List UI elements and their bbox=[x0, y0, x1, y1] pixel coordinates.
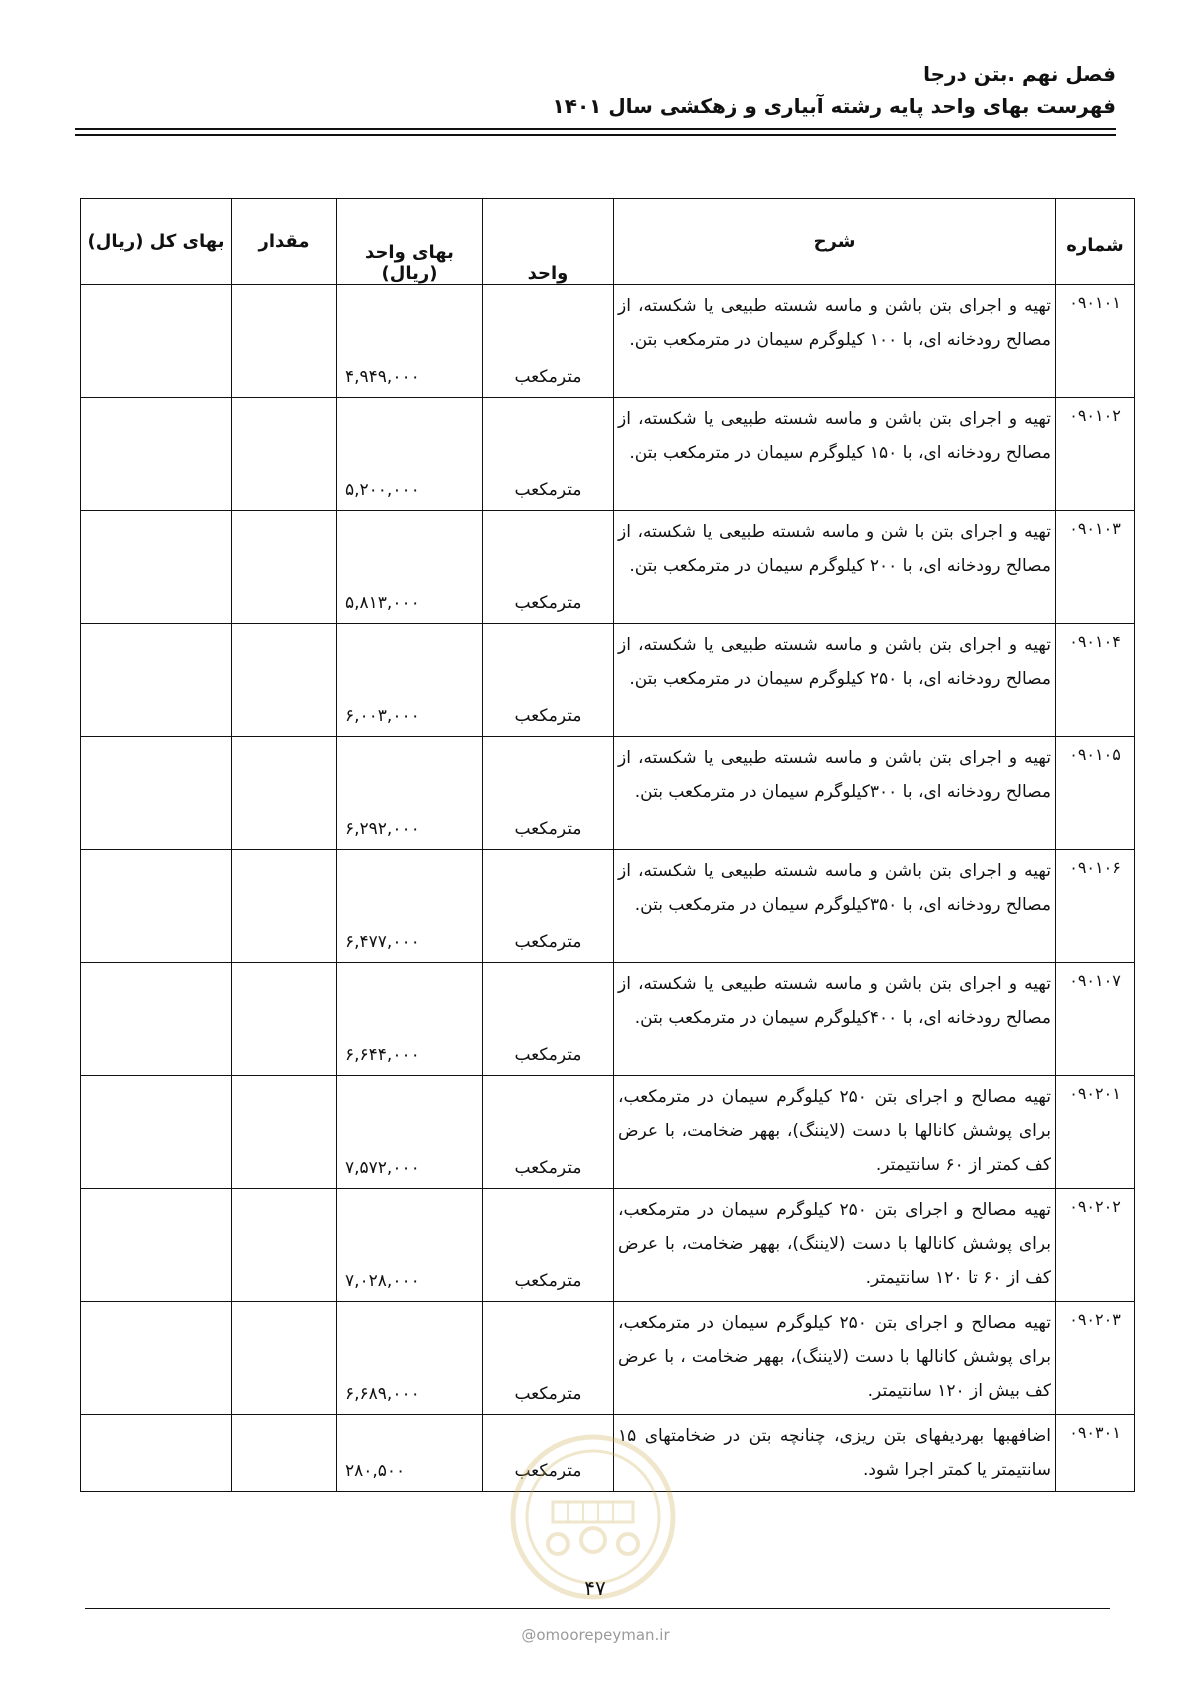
item-code: ۰۹۰۲۰۳ bbox=[1056, 1302, 1135, 1415]
item-unit-price: ۵,۲۰۰,۰۰۰ bbox=[337, 398, 483, 511]
table-row bbox=[81, 850, 1135, 963]
table-row bbox=[81, 285, 1135, 398]
item-unit-price: ۶,۰۰۳,۰۰۰ bbox=[337, 624, 483, 737]
item-total bbox=[81, 285, 232, 398]
item-description: تهیه و اجرای بتن با شن و ماسه شسته طبیعی یا شکسته، از مصالح رودخانه ای، با ۲۰۰ کیلوگرم سیمان در مترمکعب بتن. bbox=[614, 511, 1056, 624]
item-description: تهیه و اجرای بتن باشن و ماسه شسته طبیعی یا شکسته، از مصالح رودخانه ای، با ۲۵۰ کیلوگرم سیمان در مترمکعب بتن. bbox=[614, 624, 1056, 737]
item-quantity bbox=[232, 963, 337, 1076]
item-unit: مترمکعب bbox=[483, 624, 614, 737]
item-code: ۰۹۰۱۰۶ bbox=[1056, 850, 1135, 963]
table-header-row bbox=[81, 199, 1135, 285]
col-header-total: بهای کل (ریال) bbox=[81, 199, 232, 285]
page-number: ۴۷ bbox=[584, 1576, 606, 1600]
table-row bbox=[81, 1076, 1135, 1189]
item-total bbox=[81, 1189, 232, 1302]
item-unit-price: ۶,۶۴۴,۰۰۰ bbox=[337, 963, 483, 1076]
document-subtitle: فهرست بهای واحد پایه رشته آبیاری و زهکشی سال ۱۴۰۱ bbox=[552, 94, 1116, 118]
item-description: تهیه مصالح و اجرای بتن ۲۵۰ کیلوگرم سیمان در مترمکعب، برای پوشش کانالها با دست (لایننگ)، بههر ضخامت، با عرض کف کمتر از ۶۰ سانتیمتر. bbox=[614, 1076, 1056, 1189]
item-total bbox=[81, 850, 232, 963]
item-unit: مترمکعب bbox=[483, 285, 614, 398]
col-header-unit-price-currency: (ریال) bbox=[381, 263, 438, 284]
item-total bbox=[81, 398, 232, 511]
item-unit-price: ۶,۶۸۹,۰۰۰ bbox=[337, 1302, 483, 1415]
item-total bbox=[81, 1415, 232, 1492]
item-quantity bbox=[232, 850, 337, 963]
header-rule-top bbox=[75, 128, 1116, 130]
item-total bbox=[81, 737, 232, 850]
item-total bbox=[81, 1076, 232, 1189]
item-description: تهیه مصالح و اجرای بتن ۲۵۰ کیلوگرم سیمان در مترمکعب، برای پوشش کانالها با دست (لایننگ)، بههر ضخامت ، با عرض کف بیش از ۱۲۰ سانتیمتر. bbox=[614, 1302, 1056, 1415]
item-code: ۰۹۰۲۰۲ bbox=[1056, 1189, 1135, 1302]
item-code: ۰۹۰۱۰۲ bbox=[1056, 398, 1135, 511]
item-total bbox=[81, 624, 232, 737]
item-unit-price: ۴,۹۴۹,۰۰۰ bbox=[337, 285, 483, 398]
chapter-title: فصل نهم .بتن درجا bbox=[923, 62, 1116, 86]
item-description: تهیه و اجرای بتن باشن و ماسه شسته طبیعی یا شکسته، از مصالح رودخانه ای، با ۳۰۰کیلوگرم سیمان در مترمکعب بتن. bbox=[614, 737, 1056, 850]
page-header bbox=[66, 58, 1116, 122]
item-unit: مترمکعب bbox=[483, 1189, 614, 1302]
item-unit-price: ۵,۸۱۳,۰۰۰ bbox=[337, 511, 483, 624]
col-header-quantity: مقدار bbox=[232, 199, 337, 285]
item-unit: مترمکعب bbox=[483, 737, 614, 850]
item-code: ۰۹۰۱۰۱ bbox=[1056, 285, 1135, 398]
item-unit-price: ۷,۵۷۲,۰۰۰ bbox=[337, 1076, 483, 1189]
item-code: ۰۹۰۳۰۱ bbox=[1056, 1415, 1135, 1492]
item-unit-price: ۶,۲۹۲,۰۰۰ bbox=[337, 737, 483, 850]
item-unit-price: ۶,۴۷۷,۰۰۰ bbox=[337, 850, 483, 963]
item-unit: مترمکعب bbox=[483, 1076, 614, 1189]
item-description: تهیه و اجرای بتن باشن و ماسه شسته طبیعی یا شکسته، از مصالح رودخانه ای، با ۳۵۰کیلوگرم سیمان در مترمکعب بتن. bbox=[614, 850, 1056, 963]
table-row bbox=[81, 737, 1135, 850]
item-description: اضافهبها بهردیفهای بتن ریزی، چنانچه بتن در ضخامتهای ۱۵ سانتیمتر یا کمتر اجرا شود. bbox=[614, 1415, 1056, 1492]
item-total bbox=[81, 1302, 232, 1415]
col-header-unit-price bbox=[337, 199, 483, 285]
item-quantity bbox=[232, 1189, 337, 1302]
item-code: ۰۹۰۲۰۱ bbox=[1056, 1076, 1135, 1189]
table-row bbox=[81, 398, 1135, 511]
item-unit-price: ۲۸۰,۵۰۰ bbox=[337, 1415, 483, 1492]
item-code: ۰۹۰۱۰۵ bbox=[1056, 737, 1135, 850]
item-description: تهیه مصالح و اجرای بتن ۲۵۰ کیلوگرم سیمان در مترمکعب، برای پوشش کانالها با دست (لایننگ)، بههر ضخامت، با عرض کف از ۶۰ تا ۱۲۰ سانتیمتر. bbox=[614, 1189, 1056, 1302]
item-description: تهیه و اجرای بتن باشن و ماسه شسته طبیعی یا شکسته، از مصالح رودخانه ای، با ۴۰۰کیلوگرم سیمان در مترمکعب بتن. bbox=[614, 963, 1056, 1076]
item-unit: مترمکعب bbox=[483, 1302, 614, 1415]
website-watermark: @omoorepeyman.ir bbox=[521, 1626, 670, 1644]
item-description: تهیه و اجرای بتن باشن و ماسه شسته طبیعی یا شکسته، از مصالح رودخانه ای، با ۱۰۰ کیلوگرم سیمان در مترمکعب بتن. bbox=[614, 285, 1056, 398]
table-body bbox=[81, 285, 1135, 1492]
col-header-code: شماره bbox=[1056, 199, 1135, 285]
item-unit: مترمکعب bbox=[483, 850, 614, 963]
item-code: ۰۹۰۱۰۴ bbox=[1056, 624, 1135, 737]
table-row bbox=[81, 1302, 1135, 1415]
item-quantity bbox=[232, 1302, 337, 1415]
item-unit: مترمکعب bbox=[483, 1415, 614, 1492]
item-quantity bbox=[232, 624, 337, 737]
price-table bbox=[80, 198, 1135, 1492]
header-rule-bottom bbox=[75, 134, 1116, 136]
table-row bbox=[81, 963, 1135, 1076]
item-code: ۰۹۰۱۰۷ bbox=[1056, 963, 1135, 1076]
col-header-description: شرح bbox=[614, 199, 1056, 285]
item-quantity bbox=[232, 737, 337, 850]
item-quantity bbox=[232, 1076, 337, 1189]
item-description: تهیه و اجرای بتن باشن و ماسه شسته طبیعی یا شکسته، از مصالح رودخانه ای، با ۱۵۰ کیلوگرم سیمان در مترمکعب بتن. bbox=[614, 398, 1056, 511]
item-total bbox=[81, 963, 232, 1076]
col-header-unit: واحد bbox=[483, 199, 614, 285]
item-total bbox=[81, 511, 232, 624]
item-code: ۰۹۰۱۰۳ bbox=[1056, 511, 1135, 624]
item-quantity bbox=[232, 398, 337, 511]
table-row bbox=[81, 511, 1135, 624]
table-row bbox=[81, 1189, 1135, 1302]
item-unit: مترمکعب bbox=[483, 398, 614, 511]
item-quantity bbox=[232, 285, 337, 398]
item-quantity bbox=[232, 1415, 337, 1492]
item-unit: مترمکعب bbox=[483, 511, 614, 624]
table-row bbox=[81, 624, 1135, 737]
item-quantity bbox=[232, 511, 337, 624]
item-unit: مترمکعب bbox=[483, 963, 614, 1076]
item-unit-price: ۷,۰۲۸,۰۰۰ bbox=[337, 1189, 483, 1302]
footer-rule bbox=[85, 1608, 1110, 1609]
col-header-unit-price-label: بهای واحد bbox=[365, 242, 454, 263]
